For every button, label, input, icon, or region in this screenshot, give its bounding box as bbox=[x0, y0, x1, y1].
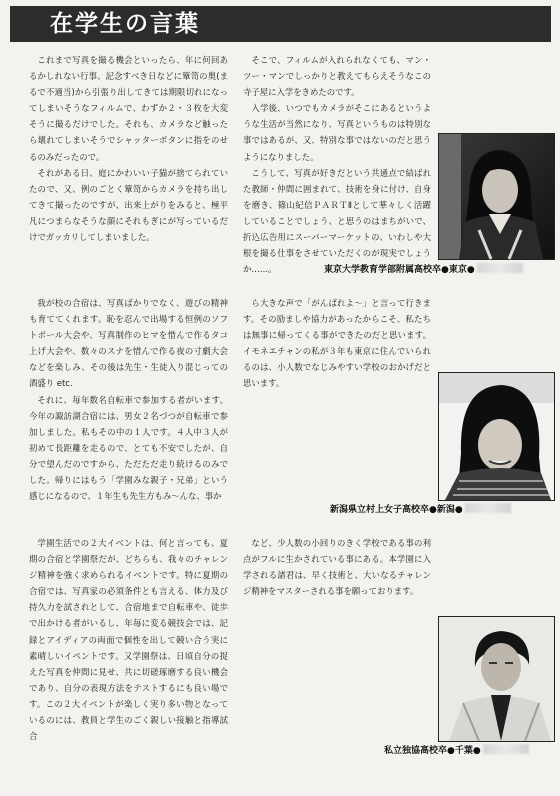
caption-text: 東京大学教育学部附属高校卒●東京● bbox=[324, 265, 475, 275]
redacted-name bbox=[465, 503, 511, 513]
paragraph: ら大きな声で「がんばれよ〜」と言って行きます。その励ましや協力があったからこそ、私たちは無事に帰ってくる事ができたのだと思います。イモネエチャンの私が３年も東京に住んでいられるのは、小人数でなじみやすい学校のおかげだと思います。 bbox=[243, 298, 431, 389]
page-title: 在学生の言葉 bbox=[50, 10, 200, 37]
caption-text: 私立独協高校卒●千葉● bbox=[384, 746, 481, 756]
paragraph: こうして、写真が好きだという共通点で結ばれた教師・仲間に囲まれて、技術を身に付け、自身を磨き、篠山紀信ＰＡＲＴⅡとして華々しく活躍していることでしょう、と思うのはまちがいで、折込広告用にスーパーマーケットの、いわしや大根を撮る仕事をさせていただくのが現実でしょうか……。 bbox=[243, 167, 431, 275]
redacted-name bbox=[477, 263, 523, 273]
caption-text: 新潟県立村上女子高校卒●新潟● bbox=[330, 505, 463, 515]
paragraph: これまで写真を撮る機会といったら、年に何回あるかしれない行事、記念すべき日などに簞笥の奥(まるで不適当)から引張り出してきては期限切れになってしまいそうなフィルムで、わずか２・３枚を大変そうに撮るだけでした。それも、カメラなど触ったら壊れてしまいそうでシャッターボタンに指をのせるのみだったので。 bbox=[29, 55, 228, 162]
paragraph: 学園生活での２大イベントは、何と言っても、夏期の合宿と学園祭だが、どちらも、我々のチャレンジ精神を強く求められるイベントです。特に夏期の合宿では、写真家の必須条件とも言える、体力及び持久力を試されとして、合宿地まで自転車や、徒歩で出かける者がいるし、年毎に変る競技会では、記録とアイディアの両面で個性を出して競い合う実に素晴しいイベントです。又学園祭は、日頃自分の捉えた写真を仲間に見せ、共に切磋琢磨する良い機会であり、自分の表現方法をテストするにも良い場です。この２大イベントが楽しく実り多い物となっているのには、教員と学生のごく親しい接触と指導試合 bbox=[29, 538, 228, 742]
student-portrait-photo bbox=[438, 616, 555, 742]
paragraph: それに、毎年数名自転車で参加する者がいます。今年の諏訪湖合宿には、男女２名づつが自転車で参加しました。私もその中の１人です。４人中３人が初めて長距離を走るので、とても不安でしたが、自分で望んだのですから、ただただ走り続けるのみでした。帰りにはもう「学園みな親子・兄弟」という感じになるので、１年生も先生方もみ～んな、事か bbox=[29, 394, 228, 502]
section3-left-column bbox=[29, 535, 228, 775]
student-portrait-photo bbox=[438, 372, 555, 501]
paragraph: 入学後、いつでもカメラがそこにあるというような生活が当然になり、写真というものは特別な事ではあるが、又、特別な事ではないのだと思うようになりました。 bbox=[243, 103, 431, 162]
paragraph: など、少人数の小回りのきく学校である事の利点がフルに生かされている事にある。本学園に入学される諸君は、早く技術と、大いなるチャレンジ精神をマスターされる事を願っております。 bbox=[243, 538, 431, 597]
section1-left-column bbox=[29, 52, 228, 264]
paragraph: 我が校の合宿は、写真ばかりでなく、遊びの精神も育ててくれます。恥を忍んで出場する恒例のソフトボール大会や、写真制作のヒマを惜んで作るタコ上げ大会や、数々のスナを惜んで作る夜の寸劇大会などを楽しみ、その後は先生・生徒入り混じっての酒盛り etc. bbox=[29, 298, 228, 389]
student-caption bbox=[384, 744, 529, 757]
page-header-bar bbox=[10, 6, 551, 42]
redacted-name bbox=[483, 744, 529, 754]
student-portrait-photo bbox=[438, 133, 555, 260]
section2-left-column bbox=[29, 295, 228, 505]
paragraph: それがある日、庭にかわいい子猫が捨てられていたので、又、例のごとく簞笥からカメラを持ち出してきて撮ったのですが、出来上がりをみると、極平凡につまらなそうな顔にそれもぎにが写っているだけでガッカリしてしまいました。 bbox=[29, 167, 228, 243]
section2-right-column bbox=[243, 295, 431, 395]
section3-right-column bbox=[243, 535, 431, 615]
student-caption bbox=[330, 503, 511, 516]
paragraph: そこで、フィルムが入れられなくても、マン・ツー・マンでしっかりと教えてもらえそうなこの寺子屋に入学をきめたのです。 bbox=[243, 55, 431, 98]
student-caption bbox=[324, 263, 523, 276]
